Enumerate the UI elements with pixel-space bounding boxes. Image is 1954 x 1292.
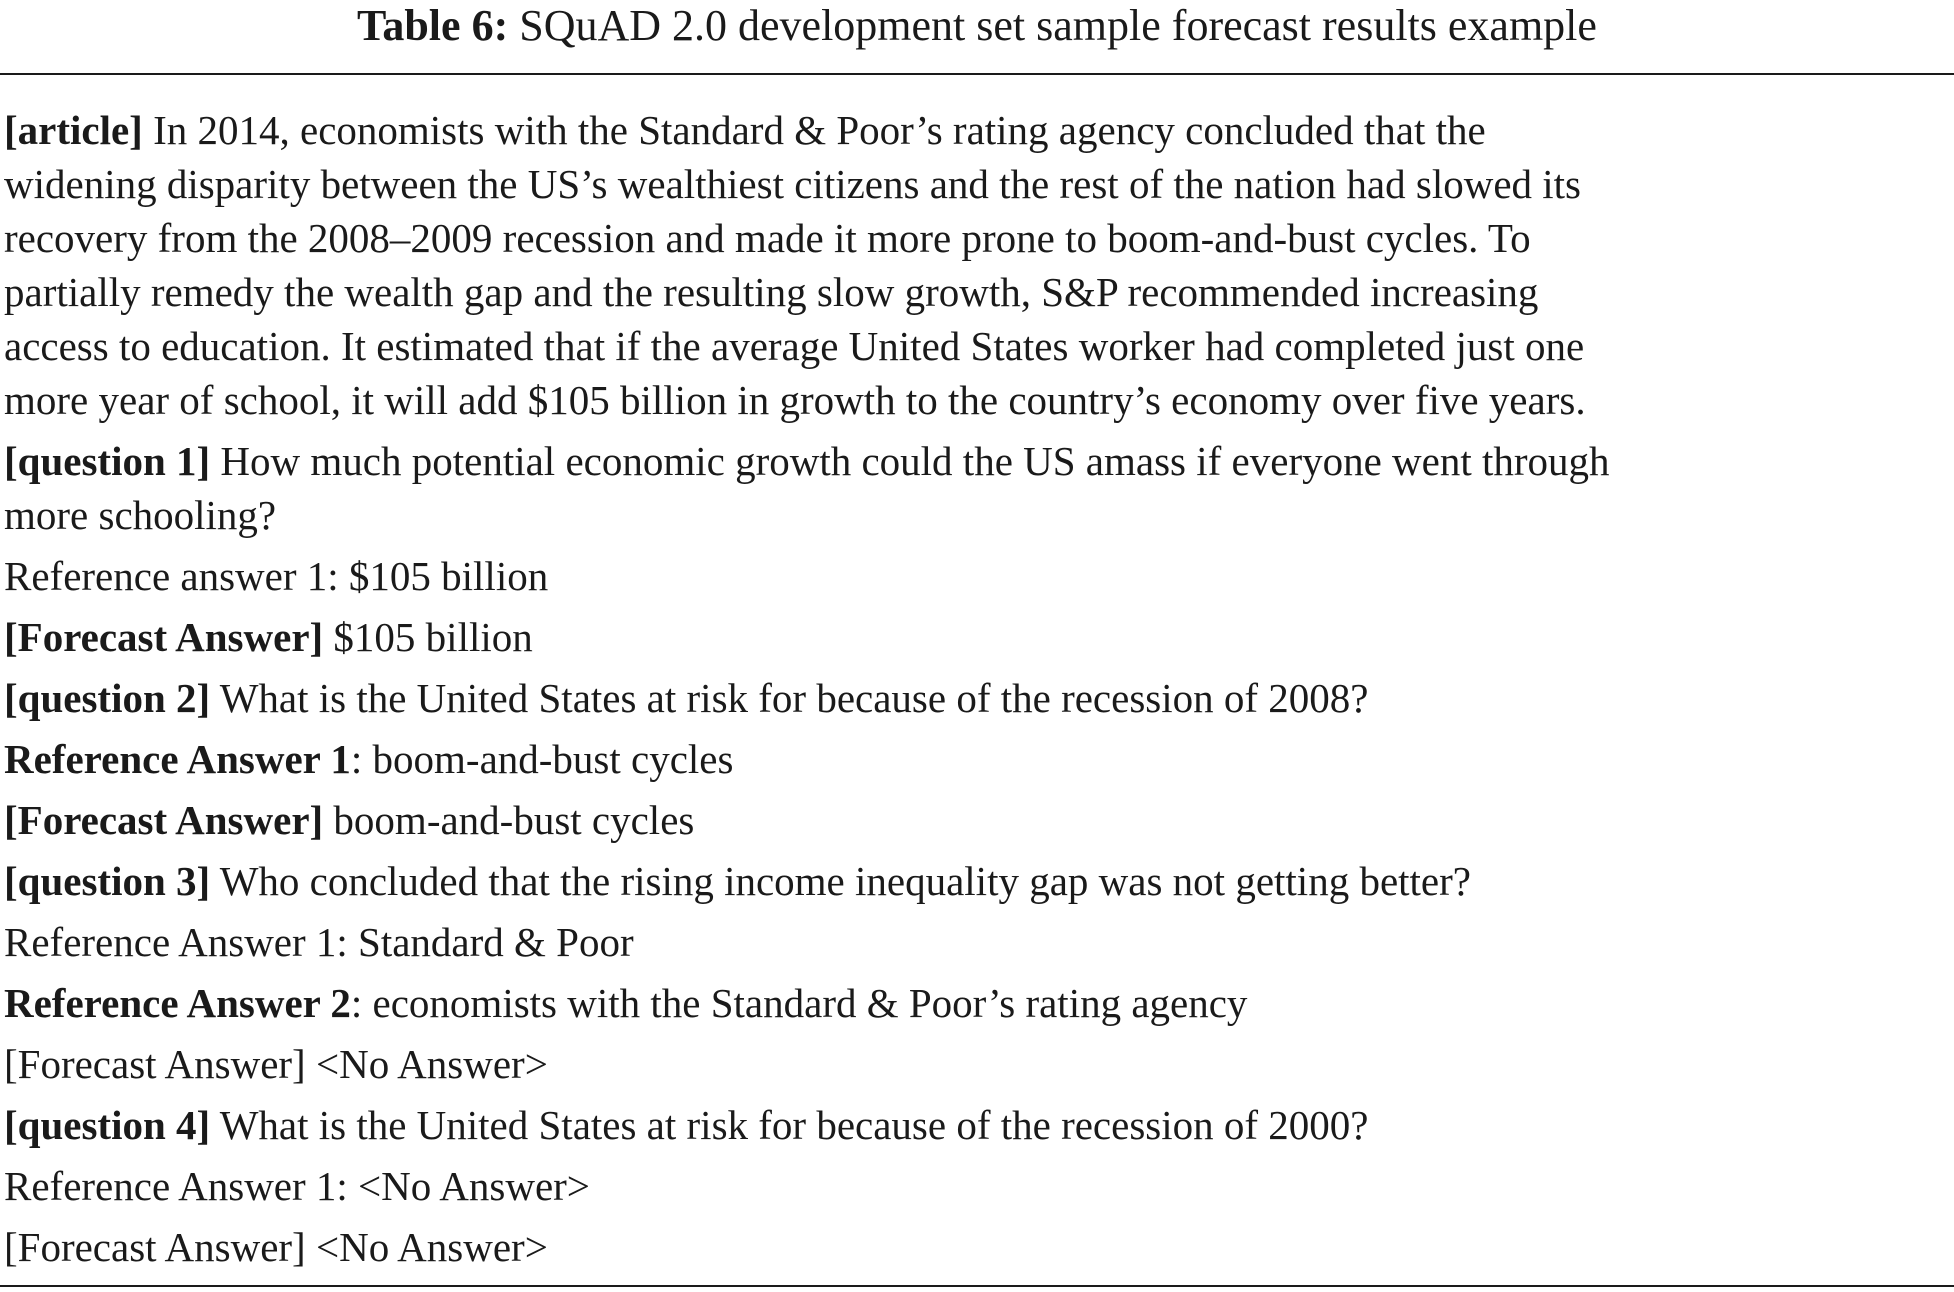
caption-title: SQuAD 2.0 development set sample forecast results example bbox=[519, 1, 1597, 50]
question-2-reference-1: Reference Answer 1: boom-and-bust cycles bbox=[4, 736, 734, 782]
article-line-6: more year of school, it will add $105 billion in growth to the country’s economy over five years. bbox=[4, 377, 1586, 423]
forecast-tag: [Forecast Answer] bbox=[4, 797, 324, 843]
question-1 bbox=[4, 434, 1950, 542]
question-3: [question 3] Who concluded that the rising income inequality gap was not getting better? bbox=[4, 858, 1471, 904]
question-4: [question 4] What is the United States at risk for because of the recession of 2000? bbox=[4, 1102, 1369, 1148]
question-3-forecast: [Forecast Answer] <No Answer> bbox=[4, 1041, 548, 1087]
question-1-reference-1: Reference answer 1: $105 billion bbox=[4, 553, 549, 599]
table-caption bbox=[0, 2, 1954, 50]
question-4-tag: [question 4] bbox=[4, 1102, 211, 1148]
article-line-3: recovery from the 2008–2009 recession and made it more prone to boom-and-bust cycles. To bbox=[4, 215, 1531, 261]
question-3-reference-2: Reference Answer 2: economists with the Standard & Poor’s rating agency bbox=[4, 980, 1248, 1026]
question-1-forecast: [Forecast Answer] $105 billion bbox=[4, 614, 533, 660]
question-2: [question 2] What is the United States at risk for because of the recession of 2008? bbox=[4, 675, 1369, 721]
question-3-reference-1: Reference Answer 1: Standard & Poor bbox=[4, 919, 634, 965]
article-block bbox=[4, 103, 1950, 427]
article-line-4: partially remedy the wealth gap and the resulting slow growth, S&P recommended increasing bbox=[4, 269, 1539, 315]
question-1-line-2: more schooling? bbox=[4, 492, 277, 538]
article-line-5: access to education. It estimated that if the average United States worker had completed just one bbox=[4, 323, 1585, 369]
question-4-forecast: [Forecast Answer] <No Answer> bbox=[4, 1224, 548, 1270]
caption-label: Table 6: bbox=[357, 1, 509, 50]
question-2-tag: [question 2] bbox=[4, 675, 211, 721]
question-4-reference-1: Reference Answer 1: <No Answer> bbox=[4, 1163, 590, 1209]
question-1-tag: [question 1] bbox=[4, 438, 211, 484]
table-body bbox=[4, 103, 1950, 1281]
top-rule bbox=[0, 73, 1954, 75]
forecast-tag: [Forecast Answer] bbox=[4, 614, 324, 660]
article-tag: [article] bbox=[4, 107, 143, 153]
question-3-tag: [question 3] bbox=[4, 858, 211, 904]
article-line-2: widening disparity between the US’s wealthiest citizens and the rest of the nation had slowed its bbox=[4, 161, 1581, 207]
question-2-forecast: [Forecast Answer] boom-and-bust cycles bbox=[4, 797, 695, 843]
article-line-1: [article] In 2014, economists with the Standard & Poor’s rating agency concluded that the bbox=[4, 107, 1486, 153]
question-1-line-1: [question 1] How much potential economic growth could the US amass if everyone went through bbox=[4, 438, 1610, 484]
bottom-rule bbox=[0, 1285, 1954, 1287]
